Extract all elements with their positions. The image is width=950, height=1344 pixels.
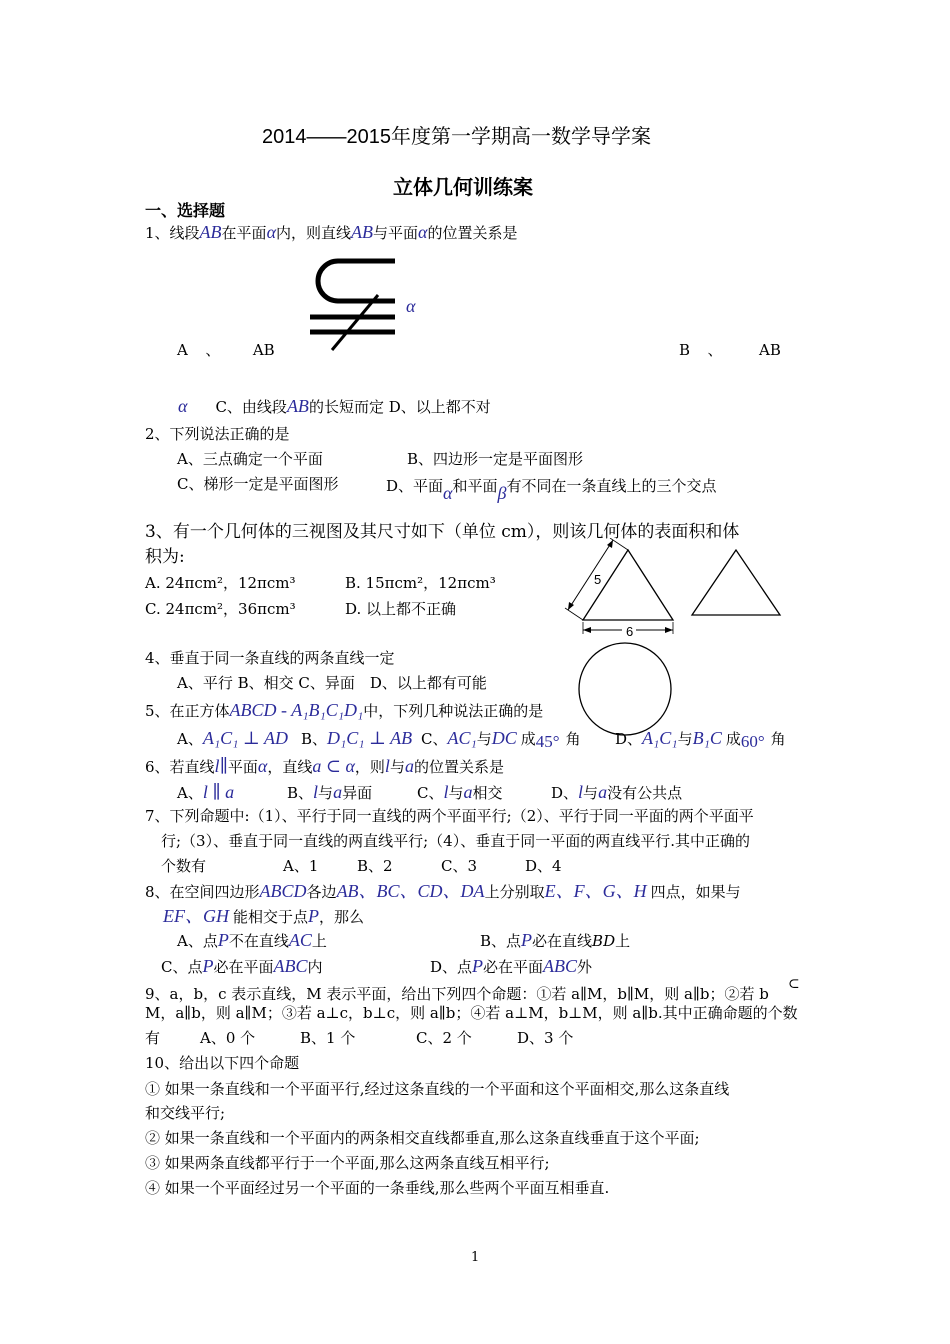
- question-6-option-d: D、l与a没有公共点: [551, 782, 683, 802]
- slant-arrow-bottom: [568, 602, 574, 610]
- slant-length-label: 5: [594, 572, 602, 587]
- question-8-option-a: A、点P不在直线AC上: [177, 930, 327, 950]
- question-1-option-a: A 、 AB: [177, 341, 275, 359]
- figure-alpha-label: α: [406, 296, 416, 316]
- three-view-figure: [556, 538, 796, 738]
- question-6-stem: 6、若直线l∥平面α，直线a ⊂ α，则l与a的位置关系是: [145, 756, 504, 776]
- question-6-option-c: C、l与a相交: [417, 782, 503, 802]
- question-8-option-d: D、点P必在平面ABC外: [430, 956, 593, 976]
- subset-curve: [318, 261, 395, 301]
- question-3-stem-line2: 积为:: [145, 547, 185, 567]
- page-number: 1: [471, 1250, 480, 1265]
- proposition-1-line1: ① 如果一条直线和一个平面平行,经过这条直线的一个平面和这个平面相交,那么这条直线: [145, 1080, 730, 1098]
- question-9-option-a: A、0 个: [200, 1029, 256, 1047]
- question-7-option-c: C、3: [441, 857, 478, 875]
- question-7-stem-line1: 7、下列命题中:（1）、平行于同一直线的两个平面平行;（2）、平行于同一平面的两个平面平: [145, 807, 754, 825]
- base-arrow-right: [665, 627, 673, 633]
- question-2-option-b: B、四边形一定是平面图形: [407, 450, 584, 468]
- question-9-option-c: C、2 个: [416, 1029, 472, 1047]
- slant-extension-line-top: [610, 538, 628, 550]
- question-5-option-b: B、D₁C₁ ⊥ AB: [301, 728, 413, 748]
- question-2-option-a: A、三点确定一个平面: [177, 450, 323, 468]
- proposition-2: ② 如果一条直线和一个平面内的两条相交直线都垂直,那么这条直线垂直于这个平面;: [145, 1129, 700, 1147]
- question-3-option-d: D. 以上都不正确: [345, 600, 457, 618]
- slant-arrow-top: [607, 540, 613, 548]
- question-4-options: A、平行 B、相交 C、异面 D、以上都有可能: [177, 674, 487, 692]
- question-8-option-b: B、点P必在直线BD上: [480, 930, 631, 950]
- question-9-stem-line2: M，a∥b，则 a∥M；③若 a⊥c，b⊥c，则 a∥b；④若 a⊥M，b⊥M，则 a∥b.其中正确命题的个数: [145, 1004, 798, 1022]
- proposition-3: ③ 如果两条直线都平行于一个平面,那么这两条直线互相平行;: [145, 1154, 550, 1172]
- proposition-1-line2: 和交线平行;: [145, 1104, 226, 1122]
- question-7-option-a: A、1: [283, 857, 319, 875]
- question-3-option-a: A. 24πcm²，12πcm³: [145, 574, 296, 592]
- question-5-option-a: A、A₁C₁ ⊥ AD: [177, 728, 288, 748]
- question-8-stem-line1: 8、在空间四边形ABCD各边AB、BC、CD、DA上分别取E、F、G、H 四点，如果与: [145, 881, 741, 901]
- question-9-stem-line1: 9、a，b，c 表示直线，M 表示平面，给出下列四个命题：①若 a∥M，b∥M，则 a∥b；②若 b: [145, 985, 769, 1003]
- question-3-option-c: C. 24πcm²，36πcm³: [145, 600, 296, 618]
- question-3-stem-line1: 3、有一个几何体的三视图及其尺寸如下（单位 cm），则该几何体的表面积和体: [145, 522, 740, 542]
- slant-extension-line: [565, 608, 583, 620]
- question-9-stem-line3: 有: [145, 1029, 161, 1047]
- question-1-option-cd: α C、由线段AB的长短而定 D、以上都不对: [178, 396, 491, 416]
- question-7-stem-line2: 行;（3）、垂直于同一直线的两直线平行;（4）、垂直于同一平面的两直线平行.其中正确的: [161, 832, 750, 850]
- section-heading: 一、选择题: [145, 201, 226, 220]
- question-8-option-c: C、点P必在平面ABC内: [161, 956, 323, 976]
- question-9-option-d: D、3 个: [517, 1029, 574, 1047]
- question-7-option-d: D、4: [525, 857, 562, 875]
- page-title: 2014——2015年度第一学期高一数学导学案: [262, 126, 651, 148]
- proposition-4: ④ 如果一个平面经过另一个平面的一条垂线,那么些两个平面互相垂直.: [145, 1179, 610, 1197]
- question-5-option-d: D、A₁C₁与B₁C 成60° 角: [615, 728, 786, 751]
- subset-symbol-figure: [300, 255, 400, 355]
- page-subtitle: 立体几何训练案: [393, 175, 533, 199]
- question-6-option-b: B、l与a异面: [287, 782, 373, 802]
- question-1-stem: 1、线段AB在平面α内，则直线AB与平面α的位置关系是: [145, 222, 518, 242]
- base-length-label: 6: [626, 624, 634, 639]
- top-view-circle: [579, 643, 671, 735]
- question-2-stem: 2、下列说法正确的是: [145, 425, 290, 443]
- question-4-stem: 4、垂直于同一条直线的两条直线一定: [145, 649, 395, 667]
- question-3-option-b: B. 15πcm²，12πcm³: [345, 574, 496, 592]
- question-9-option-b: B、1 个: [300, 1029, 356, 1047]
- base-arrow-left: [583, 627, 591, 633]
- question-7-stem-line3: 个数有: [161, 857, 207, 875]
- side-view-triangle: [692, 550, 780, 615]
- question-8-stem-line2: EF、GH 能相交于点P，那么: [163, 906, 365, 926]
- question-5-stem: 5、在正方体ABCD - A₁B₁C₁D₁中，下列几种说法正确的是: [145, 700, 544, 720]
- question-6-option-a: A、l ∥ a: [177, 782, 235, 802]
- question-1-option-b: B 、 AB: [679, 341, 781, 359]
- question-9-subset-symbol: ⊂: [788, 976, 800, 992]
- question-5-option-c: C、AC₁与DC 成45° 角: [421, 728, 581, 751]
- slant-dimension-line: [568, 540, 613, 610]
- question-7-option-b: B、2: [357, 857, 393, 875]
- question-2-option-d: D、平面α和平面β有不同在一条直线上的三个交点: [386, 477, 717, 503]
- question-2-option-c: C、梯形一定是平面图形: [177, 475, 339, 493]
- question-10-stem: 10、给出以下四个命题: [145, 1054, 300, 1072]
